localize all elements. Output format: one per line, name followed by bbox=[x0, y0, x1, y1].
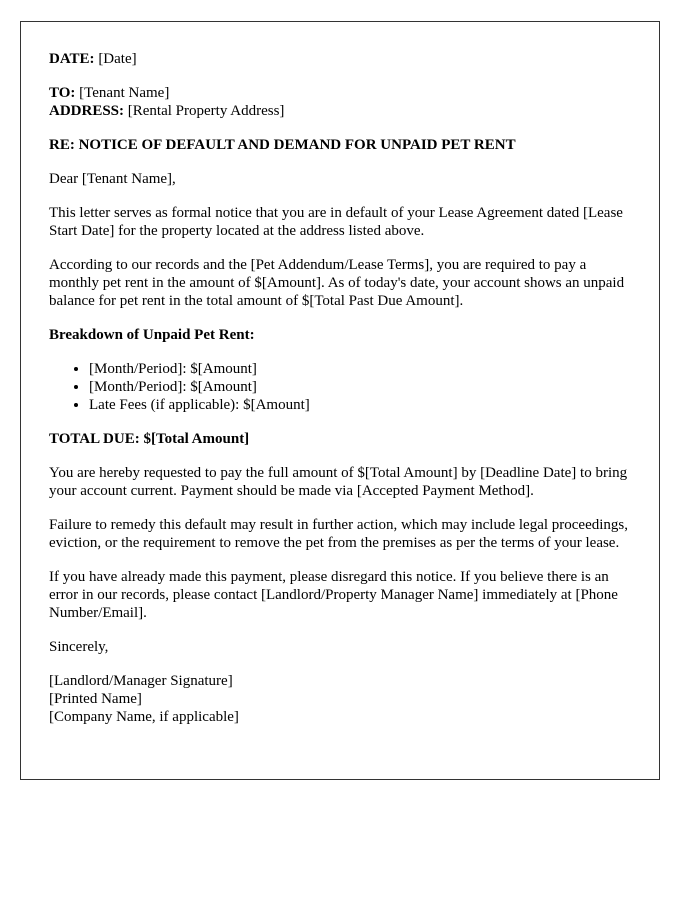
letter-document bbox=[20, 21, 660, 780]
address-value: [Rental Property Address] bbox=[127, 103, 285, 119]
paragraph-consequences: Failure to remedy this default may result in further action, which may include legal proceedings, eviction, or the requirement to remove the pet from the premises as per the terms of your lease. bbox=[49, 517, 628, 551]
salutation: Dear [Tenant Name], bbox=[49, 171, 176, 187]
signature-line: [Landlord/Manager Signature] bbox=[49, 673, 233, 689]
printed-name: [Printed Name] bbox=[49, 691, 142, 707]
list-item: • [Month/Period]: $[Amount] bbox=[89, 378, 631, 396]
date-line bbox=[49, 50, 631, 68]
list-item: • [Month/Period]: $[Amount] bbox=[89, 360, 631, 378]
to-label: TO: bbox=[49, 85, 76, 101]
date-value: [Date] bbox=[98, 51, 137, 67]
signature-block bbox=[49, 672, 631, 726]
closing: Sincerely, bbox=[49, 639, 109, 655]
breakdown-list bbox=[49, 360, 631, 414]
list-item: • Late Fees (if applicable): $[Amount] bbox=[89, 396, 631, 414]
total-due: TOTAL DUE: $[Total Amount] bbox=[49, 431, 250, 447]
paragraph-records: According to our records and the [Pet Addendum/Lease Terms], you are required to pay a monthly pet rent in the amount of $[Amount]. As of today's date, your account shows an unpaid balance for pet rent in the total amount of $[Total Past Due Amount]. bbox=[49, 257, 625, 309]
company-name: [Company Name, if applicable] bbox=[49, 709, 239, 725]
subject-line: RE: NOTICE OF DEFAULT AND DEMAND FOR UNPAID PET RENT bbox=[49, 137, 516, 153]
paragraph-disregard: If you have already made this payment, please disregard this notice. If you believe there is an error in our records, please contact [Landlord/Property Manager Name] immediately at [Phone Number/Email]. bbox=[49, 569, 618, 621]
breakdown-heading: Breakdown of Unpaid Pet Rent: bbox=[49, 327, 255, 343]
paragraph-default-notice: This letter serves as formal notice that you are in default of your Lease Agreement dated [Lease Start Date] for the property located at the address listed above. bbox=[49, 205, 623, 239]
to-value: [Tenant Name] bbox=[79, 85, 170, 101]
date-label: DATE: bbox=[49, 51, 95, 67]
paragraph-payment-request: You are hereby requested to pay the full amount of $[Total Amount] by [Deadline Date] to bring your account current. Payment should be made via [Accepted Payment Method]. bbox=[49, 465, 628, 499]
recipient-block bbox=[49, 84, 631, 120]
address-label: ADDRESS: bbox=[49, 103, 125, 119]
